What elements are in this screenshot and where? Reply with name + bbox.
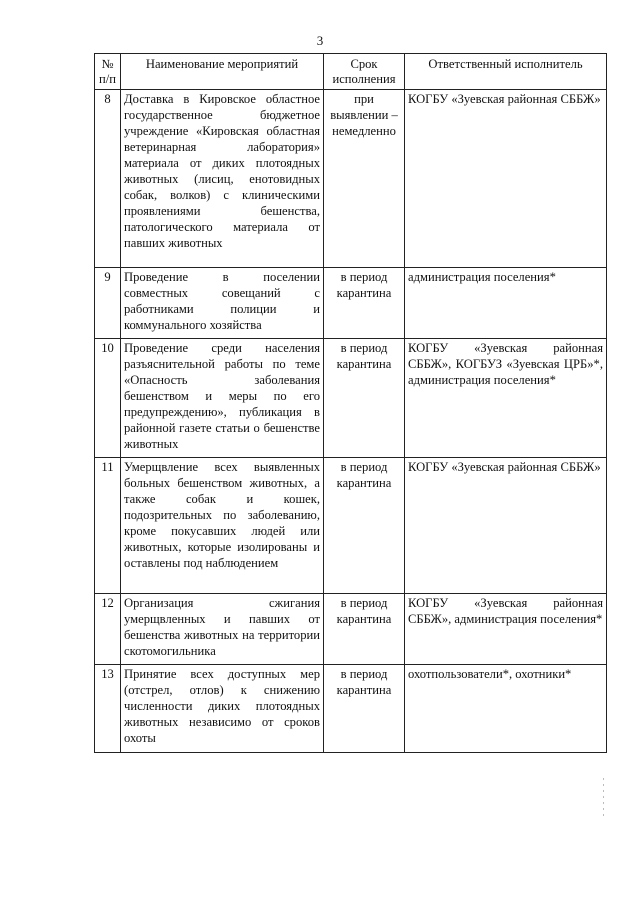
table-row bbox=[95, 458, 607, 594]
measures-table bbox=[94, 53, 607, 753]
header-term: Срок исполнения bbox=[324, 54, 405, 90]
row-responsible: охотпользователи*, охотники* bbox=[405, 665, 607, 753]
row-responsible: администрация поселения* bbox=[405, 268, 607, 339]
row-name: Проведение в поселении совместных совещаний с работниками полиции и коммунального хозяйства bbox=[121, 268, 324, 339]
row-term: в период карантина bbox=[324, 665, 405, 753]
row-name: Организация сжигания умерщвленных и павших от бешенства животных на территории скотомогильника bbox=[121, 594, 324, 665]
table-row bbox=[95, 665, 607, 753]
row-num: 8 bbox=[95, 90, 121, 268]
row-num: 11 bbox=[95, 458, 121, 594]
row-name: Проведение среди населения разъяснительной работы по теме «Опасность заболевания бешенством и меры по его предупреждению», публикация в районной газете статьи о бешенстве животных bbox=[121, 339, 324, 458]
row-term: в период карантина bbox=[324, 268, 405, 339]
row-term: в период карантина bbox=[324, 339, 405, 458]
header-name: Наименование мероприятий bbox=[121, 54, 324, 90]
row-term: в период карантина bbox=[324, 458, 405, 594]
row-num: 10 bbox=[95, 339, 121, 458]
row-name: Умерщвление всех выявленных больных бешенством животных, а также собак и кошек, подозрительных по заболеванию, кроме покусавших людей или животных, которые изолированы и оставлены под наблюдением bbox=[121, 458, 324, 594]
row-num: 9 bbox=[95, 268, 121, 339]
row-num: 12 bbox=[95, 594, 121, 665]
row-num: 13 bbox=[95, 665, 121, 753]
row-name: Доставка в Кировское областное государственное бюджетное учреждение «Кировская областная ветеринарная лаборатория» материала от диких плотоядных животных (лисиц, енотовидных собак, волков) с клиническими проявлениями бешенства, патологического материала от павших животных bbox=[121, 90, 324, 268]
row-responsible: КОГБУ «Зуевская районная СББЖ» bbox=[405, 458, 607, 594]
table-row bbox=[95, 594, 607, 665]
row-responsible: КОГБУ «Зуевская районная СББЖ» bbox=[405, 90, 607, 268]
header-responsible: Ответственный исполнитель bbox=[405, 54, 607, 90]
table-header-row bbox=[95, 54, 607, 90]
row-responsible: КОГБУ «Зуевская районная СББЖ», КОГБУЗ «Зуевская ЦРБ»*, администрация поселения* bbox=[405, 339, 607, 458]
table-row bbox=[95, 268, 607, 339]
table-row bbox=[95, 339, 607, 458]
page-number: 3 bbox=[316, 33, 324, 48]
row-term: в период карантина bbox=[324, 594, 405, 665]
row-responsible: КОГБУ «Зуевская районная СББЖ», администрация поселения* bbox=[405, 594, 607, 665]
row-term: при выявлении – немедленно bbox=[324, 90, 405, 268]
header-num: № п/п bbox=[95, 54, 121, 90]
table-row bbox=[95, 90, 607, 268]
scan-artifact-dots bbox=[603, 778, 604, 818]
row-name: Принятие всех доступных мер (отстрел, отлов) к снижению численности диких плотоядных животных независимо от сроков охоты bbox=[121, 665, 324, 753]
